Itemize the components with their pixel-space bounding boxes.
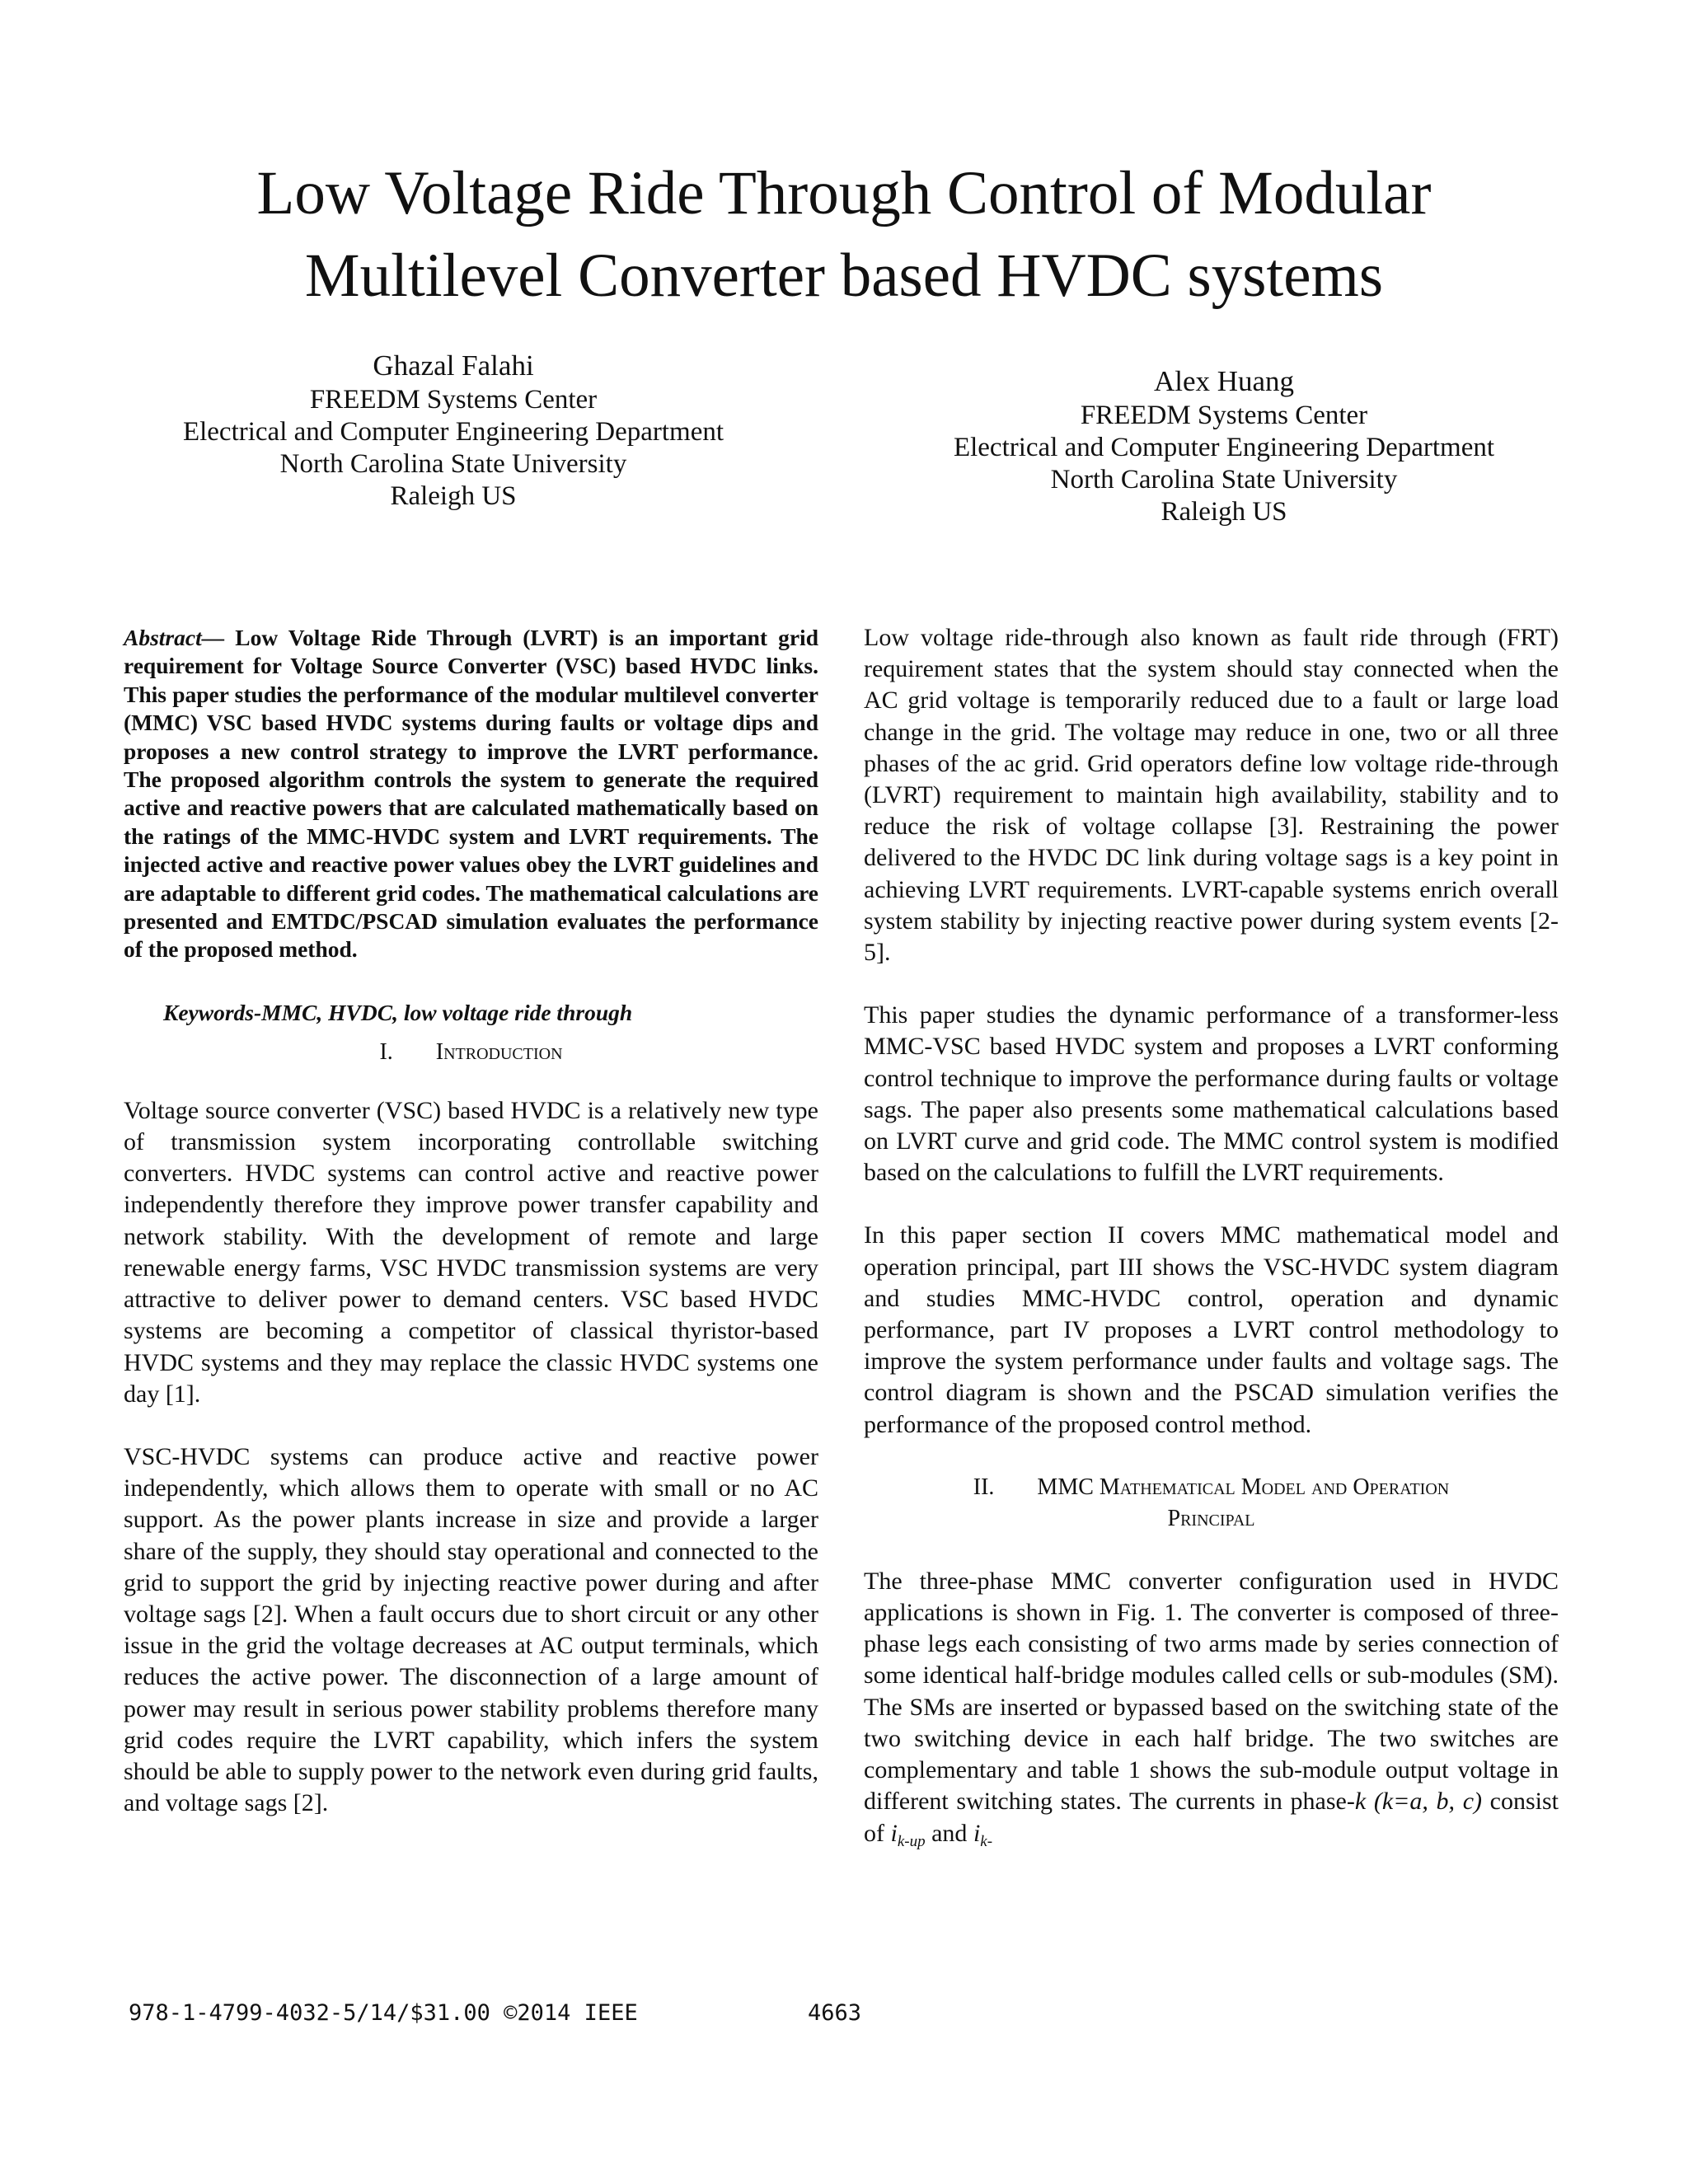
section-heading-mmc-model <box>864 1472 1559 1535</box>
paragraph-text-and: and <box>925 1819 973 1847</box>
paragraph: In this paper section II covers MMC mathematical model and operation principal, part III shows the VSC-HVDC system diagram and studies MMC-HVDC control, operation and dynamic performance, part IV proposes a LVRT control methodology to improve the system performance under faults and voltage sags. The control diagram is shown and the PSCAD simulation verifies the performance of the proposed control method. <box>864 1221 1559 1438</box>
section-title-line-2: Principal <box>1167 1505 1255 1531</box>
current-subscript: k- <box>980 1832 993 1850</box>
section-number: I. <box>379 1038 393 1065</box>
author-location: Raleigh US <box>1160 497 1287 527</box>
paragraph: VSC-HVDC systems can produce active and reactive power independently, which allows them to operate with small or no AC support. As the power plants increase in size and provide a larger share of the supply, they should stay operational and connected to the grid to support the grid by injecting reactive power during and after voltage sags [2]. When a fault occurs due to short circuit or any other issue in the grid the voltage decreases at AC output terminals, which reduces the active power. The disconnection of a large amount of power may result in serious power stability problems therefore many grid codes require the LVRT capability, which infers the system should be able to supply power to the network even during grid faults, and voltage sags [2]. <box>124 1442 818 1817</box>
author-block-1 <box>165 348 742 513</box>
paragraph-text-cont: consist of <box>864 1788 1559 1847</box>
author-university: North Carolina State University <box>279 449 627 479</box>
paper-title <box>132 152 1556 317</box>
section-title: Introduction <box>435 1038 563 1065</box>
author-name: Ghazal Falahi <box>373 349 534 382</box>
keywords: Keywords-MMC, HVDC, low voltage ride through <box>163 999 633 1025</box>
current-symbol: i <box>973 1819 981 1847</box>
title-line-2: Multilevel Converter based HVDC systems <box>304 241 1384 310</box>
section-title-line-1: MMC Mathematical Model and Operation <box>1037 1474 1450 1500</box>
phase-variable: k (k=a, b, c) <box>1354 1788 1483 1816</box>
author-department: Electrical and Computer Engineering Department <box>953 433 1495 462</box>
author-center: FREEDM Systems Center <box>1080 401 1368 430</box>
author-center: FREEDM Systems Center <box>309 385 598 415</box>
author-university: North Carolina State University <box>1050 465 1398 494</box>
left-column <box>124 622 818 1819</box>
footer-copyright: 978-1-4799-4032-5/14/$31.00 ©2014 IEEE <box>129 2000 638 2026</box>
paragraph: This paper studies the dynamic performance of a transformer-less MMC-VSC based HVDC system and proposes a LVRT conforming control technique to improve the performance during faults or voltage sags. The paper also presents some mathematical calculations based on LVRT curve and grid code. The MMC control system is modified based on the calculations to fulfill the LVRT requirements. <box>864 1001 1559 1187</box>
abstract-label: Abstract— <box>124 625 225 650</box>
paragraph <box>864 1566 1559 1849</box>
abstract-text: Low Voltage Ride Through (LVRT) is an important grid requirement for Voltage Source Converter (VSC) based HVDC links. This paper studies the performance of the modular multilevel converter (MMC) VSC based HVDC systems during faults or voltage dips and proposes a new control strategy to improve the LVRT performance. The proposed algorithm controls the system to generate the required active and reactive powers that are calculated mathematically based on the ratings of the MMC-HVDC system and LVRT requirements. The injected active and reactive power values obey the LVRT guidelines and are adaptable to different grid codes. The mathematical calculations are presented and EMTDC/PSCAD simulation evaluates the performance of the proposed method. <box>124 625 818 963</box>
section-heading-introduction <box>124 1037 818 1068</box>
author-block-2 <box>935 363 1512 528</box>
author-name: Alex Huang <box>1153 365 1295 397</box>
page-number: 4663 <box>808 2000 862 2026</box>
author-location: Raleigh US <box>390 481 517 511</box>
current-symbol: i <box>890 1819 898 1847</box>
abstract <box>124 624 818 964</box>
author-department: Electrical and Computer Engineering Department <box>182 417 724 447</box>
section-number: II. <box>973 1474 995 1500</box>
current-subscript: k-up <box>897 1832 926 1850</box>
paragraph: Voltage source converter (VSC) based HVDC is a relatively new type of transmission system incorporating controllable switching converters. HVDC systems can control active and reactive power independently therefore they improve power transfer capability and network stability. With the development of remote and large renewable energy farms, VSC HVDC transmission systems are very attractive to deliver power to demand centers. VSC based HVDC systems are becoming a competitor of classical thyristor-based HVDC systems and they may replace the classic HVDC systems one day [1]. <box>124 1096 818 1408</box>
paragraph: Low voltage ride-through also known as fault ride through (FRT) requirement states that the system should stay connected when the AC grid voltage is temporarily reduced due to a fault or large load change in the grid. The voltage may reduce in one, two or all three phases of the ac grid. Grid operators define low voltage ride-through (LVRT) requirement to maintain high availability, stability and to reduce the risk of voltage collapse [3]. Restraining the power delivered to the HVDC DC link during voltage sags is a key point in achieving LVRT requirements. LVRT-capable systems enrich overall system stability by injecting reactive power during system events [2-5]. <box>864 624 1559 967</box>
right-column <box>864 622 1559 1849</box>
title-line-1: Low Voltage Ride Through Control of Modular <box>256 159 1432 227</box>
paragraph-text: The three-phase MMC converter configuration used in HVDC applications is shown in Fig. 1. The converter is composed of three-phase legs each consisting of two arms made by series connection of some identical half-bridge modules called cells or sub-modules (SM). The SMs are inserted or bypassed based on the switching state of the two switching device in each half bridge. The two switches are complementary and table 1 shows the sub-module output voltage in different switching states. The currents in phase- <box>864 1567 1559 1816</box>
